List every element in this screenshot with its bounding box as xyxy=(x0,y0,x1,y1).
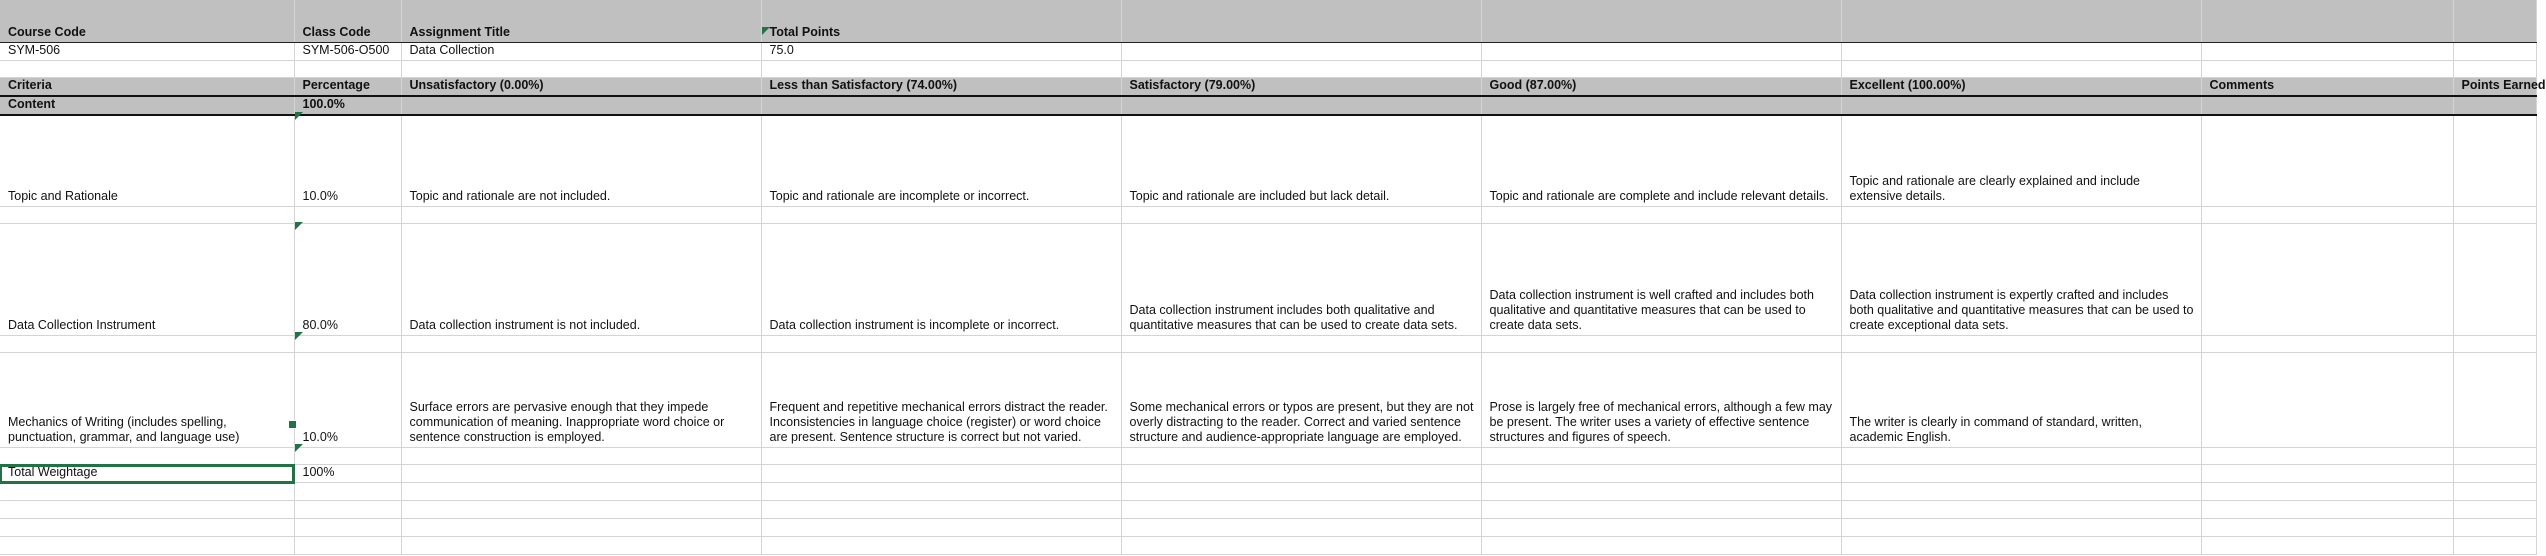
cell[interactable] xyxy=(401,537,761,555)
cell[interactable] xyxy=(1121,501,1481,519)
section-cell[interactable] xyxy=(401,96,761,115)
blank-row xyxy=(0,483,2536,501)
table-header-cell[interactable]: Percentage xyxy=(294,77,401,96)
blank-row xyxy=(0,60,2536,77)
total-cell[interactable] xyxy=(1481,465,1841,483)
cell[interactable] xyxy=(2453,519,2536,537)
criterion-row xyxy=(0,224,2536,336)
section-cell[interactable] xyxy=(2453,96,2536,115)
cell[interactable] xyxy=(1121,537,1481,555)
total-cell[interactable] xyxy=(1841,465,2201,483)
criterion-good-cell[interactable]: Data collection instrument is well crafted and includes both qualitative and quantitative measures that can be used to create data sets. xyxy=(1481,224,1841,336)
cell[interactable] xyxy=(2453,483,2536,501)
cell[interactable] xyxy=(0,207,294,224)
cell[interactable] xyxy=(1121,336,1481,353)
criterion-satisfactory-cell[interactable]: Some mechanical errors or typos are present, but they are not overly distracting to the reader. Correct and varied sentence structure and audience-appropriate language are employed. xyxy=(1121,353,1481,448)
criterion-unsatisfactory-cell[interactable]: Surface errors are pervasive enough that they impede communication of meaning. Inappropriate word choice or sentence construction is employed. xyxy=(401,353,761,448)
table-header-cell[interactable]: Less than Satisfactory (74.00%) xyxy=(761,77,1121,96)
table-header-cell[interactable]: Unsatisfactory (0.00%) xyxy=(401,77,761,96)
info-value-cell[interactable] xyxy=(1121,42,1481,60)
cell[interactable] xyxy=(0,519,294,537)
cell[interactable] xyxy=(1121,448,1481,465)
blank-row xyxy=(0,336,2536,353)
info-value-cell[interactable] xyxy=(2201,42,2453,60)
info-header-cell[interactable]: Assignment Title xyxy=(401,0,761,42)
cell[interactable] xyxy=(761,537,1121,555)
cell[interactable] xyxy=(2453,501,2536,519)
table-header-cell[interactable]: Criteria xyxy=(0,77,294,96)
criterion-criteria-cell[interactable]: Data Collection Instrument xyxy=(0,224,294,336)
cell[interactable] xyxy=(294,483,401,501)
info-value-cell[interactable]: SYM-506 xyxy=(0,42,294,60)
cell[interactable] xyxy=(761,483,1121,501)
cell[interactable] xyxy=(2201,60,2453,77)
cell[interactable] xyxy=(1121,207,1481,224)
table-header-cell[interactable]: Good (87.00%) xyxy=(1481,77,1841,96)
cell[interactable] xyxy=(761,207,1121,224)
comment-marker xyxy=(295,332,303,340)
cell[interactable] xyxy=(2453,60,2536,77)
cell[interactable] xyxy=(1481,501,1841,519)
cell[interactable] xyxy=(294,519,401,537)
info-header-cell[interactable] xyxy=(2201,0,2453,42)
cell[interactable] xyxy=(1121,60,1481,77)
criterion-row xyxy=(0,115,2536,207)
criterion-good-cell[interactable]: Topic and rationale are complete and include relevant details. xyxy=(1481,115,1841,207)
criterion-comments-cell[interactable] xyxy=(2201,353,2453,448)
section-cell[interactable]: 100.0% xyxy=(294,96,401,115)
cell[interactable] xyxy=(294,448,401,465)
total-cell[interactable] xyxy=(1121,465,1481,483)
cell[interactable] xyxy=(2453,448,2536,465)
cell[interactable] xyxy=(1121,519,1481,537)
cell[interactable] xyxy=(401,207,761,224)
cell[interactable] xyxy=(294,336,401,353)
cell[interactable] xyxy=(294,207,401,224)
total-cell[interactable]: 100% xyxy=(294,465,401,483)
cell[interactable] xyxy=(1121,483,1481,501)
cell[interactable] xyxy=(2453,207,2536,224)
cell[interactable] xyxy=(1841,537,2201,555)
total-cell[interactable] xyxy=(401,465,761,483)
cell[interactable] xyxy=(2201,483,2453,501)
cell[interactable] xyxy=(401,483,761,501)
criterion-percentage-cell[interactable]: 10.0% xyxy=(294,115,401,207)
criterion-unsatisfactory-cell[interactable]: Data collection instrument is not included. xyxy=(401,224,761,336)
cell[interactable] xyxy=(1841,501,2201,519)
cell[interactable] xyxy=(1481,483,1841,501)
comment-marker xyxy=(762,27,770,35)
info-row xyxy=(0,42,2536,60)
cell[interactable] xyxy=(0,336,294,353)
info-header-cell[interactable]: Course Code xyxy=(0,0,294,42)
cell[interactable] xyxy=(1481,519,1841,537)
criterion-satisfactory-cell[interactable]: Topic and rationale are included but lack detail. xyxy=(1121,115,1481,207)
info-header-cell[interactable]: Class Code xyxy=(294,0,401,42)
criterion-percentage-cell[interactable]: 10.0% xyxy=(294,353,401,448)
blank-row xyxy=(0,537,2536,555)
cell[interactable] xyxy=(1841,519,2201,537)
cell[interactable] xyxy=(401,448,761,465)
cell[interactable] xyxy=(2201,501,2453,519)
cell[interactable] xyxy=(761,448,1121,465)
criterion-points-earned-cell[interactable] xyxy=(2453,115,2536,207)
total-cell[interactable] xyxy=(2201,465,2453,483)
fill-handle[interactable] xyxy=(288,420,297,429)
cell[interactable] xyxy=(0,501,294,519)
criterion-less-than-satisfactory-cell[interactable]: Frequent and repetitive mechanical errors distract the reader. Inconsistencies in language choice (register) or word choice are present. Sentence structure is correct but not varied. xyxy=(761,353,1121,448)
info-header-cell[interactable]: Total Points xyxy=(761,0,1121,42)
total-cell[interactable] xyxy=(761,465,1121,483)
cell[interactable] xyxy=(761,501,1121,519)
criterion-points-earned-cell[interactable] xyxy=(2453,353,2536,448)
criterion-excellent-cell[interactable]: Topic and rationale are clearly explained and include extensive details. xyxy=(1841,115,2201,207)
section-cell[interactable] xyxy=(1481,96,1841,115)
info-header-cell[interactable] xyxy=(2453,0,2536,42)
total-cell[interactable]: Total Weightage xyxy=(0,465,294,483)
cell[interactable] xyxy=(401,336,761,353)
section-cell[interactable] xyxy=(1841,96,2201,115)
info-header-cell[interactable] xyxy=(1121,0,1481,42)
cell[interactable] xyxy=(1841,60,2201,77)
criterion-criteria-cell[interactable]: Topic and Rationale xyxy=(0,115,294,207)
cell[interactable] xyxy=(0,60,294,77)
cell[interactable] xyxy=(1481,448,1841,465)
cell[interactable] xyxy=(2453,336,2536,353)
criterion-comments-cell[interactable] xyxy=(2201,224,2453,336)
cell[interactable] xyxy=(0,448,294,465)
cell[interactable] xyxy=(2201,207,2453,224)
criterion-percentage-cell[interactable]: 80.0% xyxy=(294,224,401,336)
cell[interactable] xyxy=(294,501,401,519)
cell[interactable] xyxy=(401,501,761,519)
criterion-good-cell[interactable]: Prose is largely free of mechanical errors, although a few may be present. The writer uses a variety of effective sentence structures and figures of speech. xyxy=(1481,353,1841,448)
blank-row xyxy=(0,207,2536,224)
cell[interactable] xyxy=(294,537,401,555)
cell[interactable] xyxy=(0,483,294,501)
blank-row xyxy=(0,501,2536,519)
info-value-cell[interactable] xyxy=(1481,42,1841,60)
criterion-row xyxy=(0,353,2536,448)
criterion-less-than-satisfactory-cell[interactable]: Data collection instrument is incomplete or incorrect. xyxy=(761,224,1121,336)
table-header-cell[interactable]: Satisfactory (79.00%) xyxy=(1121,77,1481,96)
criterion-points-earned-cell[interactable] xyxy=(2453,224,2536,336)
cell[interactable] xyxy=(761,519,1121,537)
info-value-cell[interactable] xyxy=(2453,42,2536,60)
info-value-cell[interactable]: SYM-506-O500 xyxy=(294,42,401,60)
criterion-unsatisfactory-cell[interactable]: Topic and rationale are not included. xyxy=(401,115,761,207)
info-value-cell[interactable] xyxy=(1841,42,2201,60)
cell[interactable] xyxy=(1841,336,2201,353)
section-cell[interactable] xyxy=(761,96,1121,115)
cell[interactable] xyxy=(1481,336,1841,353)
table-header-cell[interactable]: Excellent (100.00%) xyxy=(1841,77,2201,96)
table-header-cell[interactable]: Points Earned xyxy=(2453,77,2536,96)
cell[interactable] xyxy=(1481,207,1841,224)
criterion-excellent-cell[interactable]: The writer is clearly in command of standard, written, academic English. xyxy=(1841,353,2201,448)
info-value-cell[interactable]: 75.0 xyxy=(761,42,1121,60)
total-row xyxy=(0,465,2536,483)
cell[interactable] xyxy=(2201,336,2453,353)
cell[interactable] xyxy=(2201,519,2453,537)
cell[interactable] xyxy=(2201,448,2453,465)
cell[interactable] xyxy=(761,336,1121,353)
comment-marker xyxy=(295,222,303,230)
info-header-cell[interactable] xyxy=(1841,0,2201,42)
criterion-less-than-satisfactory-cell[interactable]: Topic and rationale are incomplete or incorrect. xyxy=(761,115,1121,207)
cell[interactable] xyxy=(1481,537,1841,555)
cell[interactable] xyxy=(401,519,761,537)
cell[interactable] xyxy=(1481,60,1841,77)
cell[interactable] xyxy=(2453,537,2536,555)
cell[interactable] xyxy=(761,60,1121,77)
blank-row xyxy=(0,519,2536,537)
criterion-comments-cell[interactable] xyxy=(2201,115,2453,207)
info-value-cell[interactable]: Data Collection xyxy=(401,42,761,60)
total-cell[interactable] xyxy=(2453,465,2536,483)
table-header-cell[interactable]: Comments xyxy=(2201,77,2453,96)
cell[interactable] xyxy=(401,60,761,77)
criterion-excellent-cell[interactable]: Data collection instrument is expertly crafted and includes both qualitative and quantitative measures that can be used to create exceptional data sets. xyxy=(1841,224,2201,336)
criterion-criteria-cell[interactable]: Mechanics of Writing (includes spelling, punctuation, grammar, and language use) xyxy=(0,353,294,448)
cell[interactable] xyxy=(1841,483,2201,501)
criterion-satisfactory-cell[interactable]: Data collection instrument includes both qualitative and quantitative measures that can be used to create data sets. xyxy=(1121,224,1481,336)
cell[interactable] xyxy=(294,60,401,77)
table-header-row xyxy=(0,77,2536,96)
cell[interactable] xyxy=(1841,207,2201,224)
info-header-row xyxy=(0,0,2536,42)
cell[interactable] xyxy=(0,537,294,555)
section-cell[interactable] xyxy=(1121,96,1481,115)
comment-marker xyxy=(295,112,303,120)
cell[interactable] xyxy=(1841,448,2201,465)
section-cell[interactable] xyxy=(2201,96,2453,115)
info-header-cell[interactable] xyxy=(1481,0,1841,42)
blank-row xyxy=(0,448,2536,465)
section-row xyxy=(0,96,2536,115)
cell[interactable] xyxy=(2201,537,2453,555)
section-cell[interactable]: Content xyxy=(0,96,294,115)
comment-marker xyxy=(295,444,303,452)
